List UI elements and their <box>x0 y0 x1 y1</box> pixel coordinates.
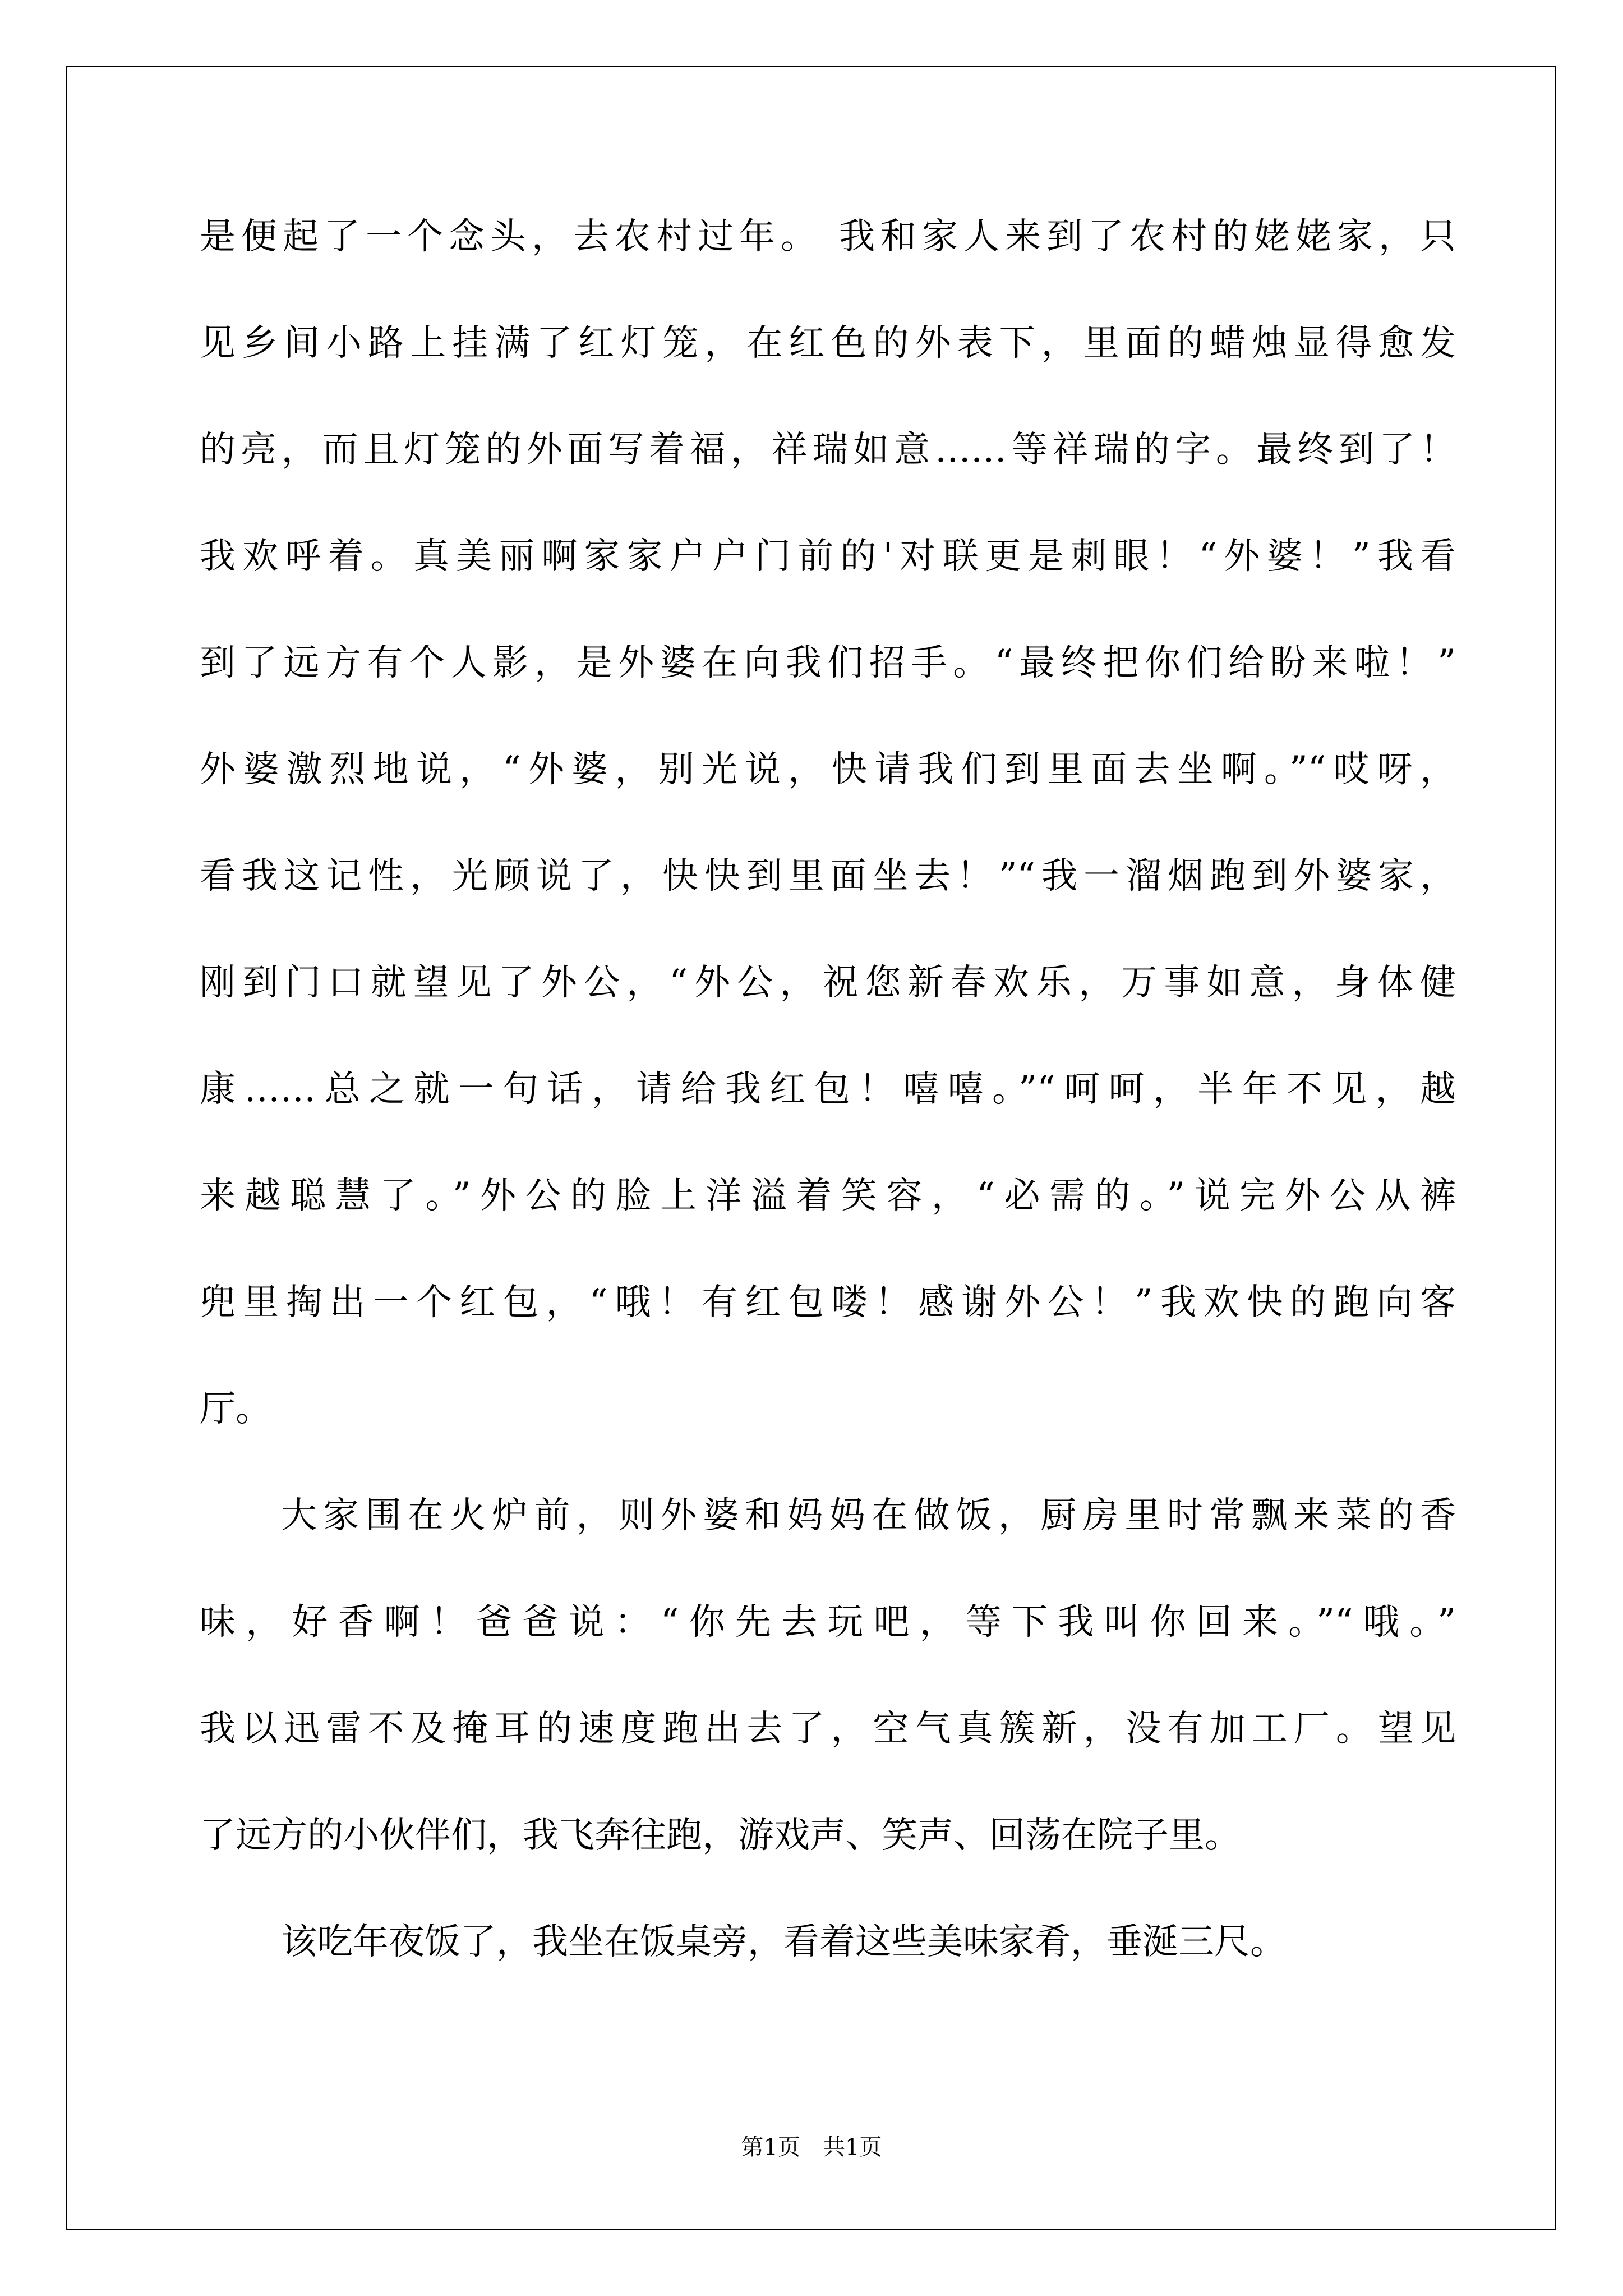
document-body <box>200 209 1456 2021</box>
text-line: 兜里掏出一个红包，“哦！有红包喽！感谢外公！”我欢快的跑向客 <box>200 1282 1456 1323</box>
text-line: 刚到门口就望见了外公，“外公，祝您新春欢乐，万事如意，身体健 <box>200 962 1456 1004</box>
text-line: 大家围在火炉前，则外婆和妈妈在做饭，厨房里时常飘来菜的香 <box>281 1495 1456 1536</box>
text-line: 到了远方有个人影，是外婆在向我们招手。“最终把你们给盼来啦！” <box>200 642 1456 684</box>
text-line: 了远方的小伙伴们，我飞奔往跑，游戏声、笑声、回荡在院子里。 <box>200 1815 1241 1856</box>
text-line: 来越聪慧了。”外公的脸上洋溢着笑容，“必需的。”说完外公从裤 <box>200 1175 1456 1217</box>
text-line: 的亮，而且灯笼的外面写着福，祥瑞如意……等祥瑞的字。最终到了！ <box>200 429 1456 471</box>
text-line: 我以迅雷不及掩耳的速度跑出去了，空气真簇新，没有加工厂。望见 <box>200 1708 1456 1750</box>
text-line: 该吃年夜饭了，我坐在饭桌旁，看着这些美味家肴，垂涎三尺。 <box>281 1921 1286 1963</box>
page-number-footer: 第1页 共1页 <box>741 2134 882 2160</box>
text-line: 外婆激烈地说，“外婆，别光说，快请我们到里面去坐啊。”“哎呀， <box>200 749 1456 790</box>
text-line: 见乡间小路上挂满了红灯笼，在红色的外表下，里面的蜡烛显得愈发 <box>200 323 1456 364</box>
text-line: 厅。 <box>200 1388 271 1430</box>
text-line: 康……总之就一句话，请给我红包！嘻嘻。”“呵呵，半年不见，越 <box>200 1069 1456 1110</box>
text-line: 看我这记性，光顾说了，快快到里面坐去！”“我一溜烟跑到外婆家， <box>200 855 1456 897</box>
text-line: 味，好香啊！爸爸说：“你先去玩吧，等下我叫你回来。”“哦。” <box>200 1602 1456 1643</box>
text-line: 我欢呼着。真美丽啊家家户户门前的'对联更是刺眼！“外婆！”我看 <box>200 536 1456 577</box>
text-line: 是便起了一个念头，去农村过年。 我和家人来到了农村的姥姥家，只 <box>200 216 1456 257</box>
